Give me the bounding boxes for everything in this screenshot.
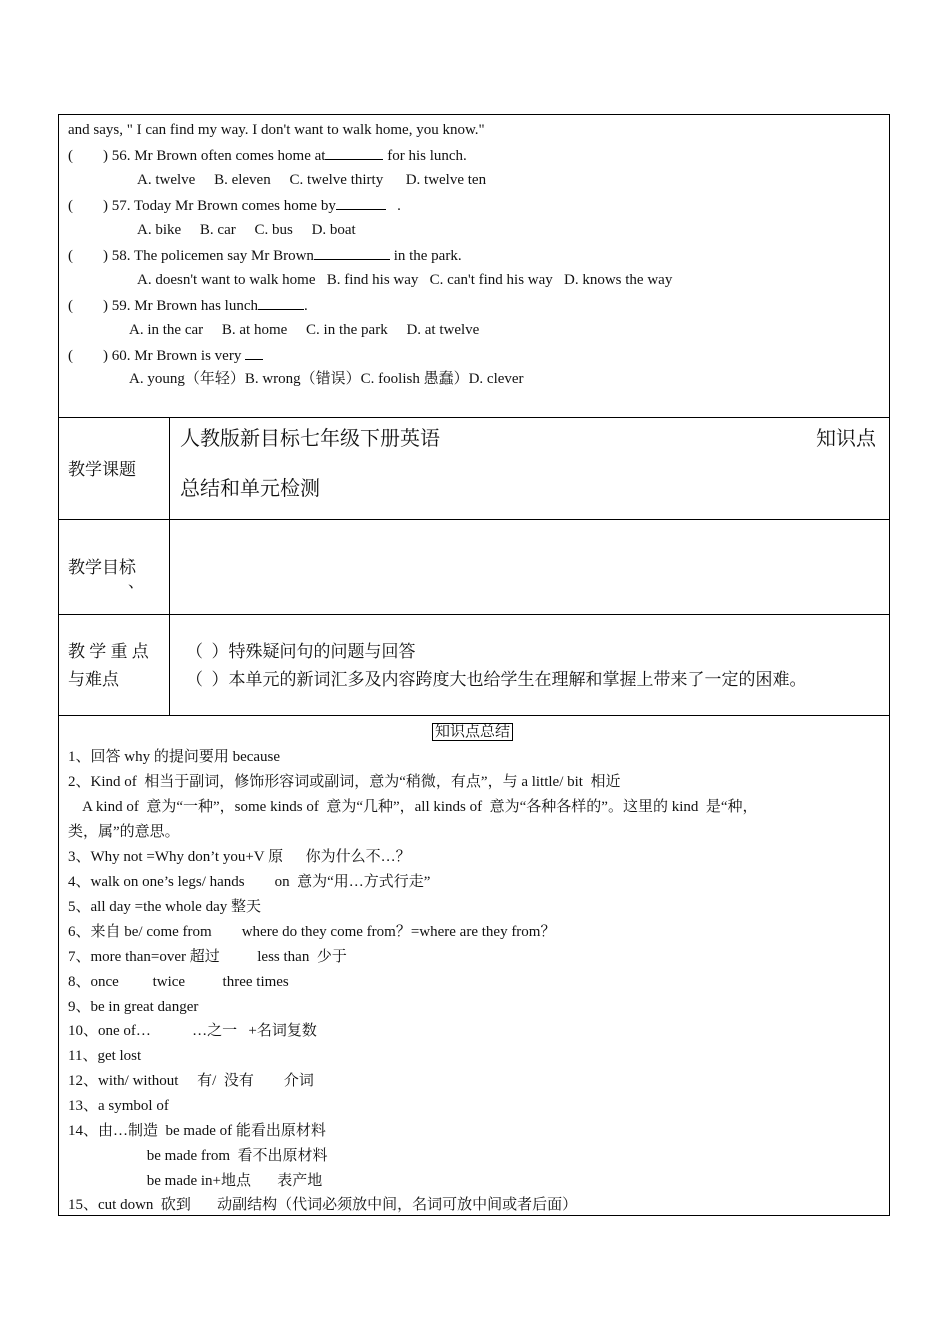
question-57: ( ) 57. Today Mr Brown comes home by . [68, 195, 401, 216]
focus-item: （ ）特殊疑问句的问题与回答 [186, 642, 416, 661]
summary-line: 15、cut down 砍到 动副结构（代词必须放中间，名词可放中间或者后面） [68, 1197, 578, 1213]
summary-heading: 知识点总结 [432, 722, 513, 742]
topic-title: 人教版新目标七年级下册英语 [180, 428, 440, 450]
question-59: ( ) 59. Mr Brown has lunch . [68, 295, 308, 316]
reading-intro: and says, " I can find my way. I don't want to walk home, you know." [68, 122, 485, 138]
answer-blank[interactable] [245, 345, 263, 360]
question-56-options: A. twelve B. eleven C. twelve thirty D. twelve ten [137, 172, 487, 188]
summary-line: 12、with/ without 有/ 没有 介词 [68, 1073, 314, 1089]
answer-blank[interactable] [314, 245, 390, 260]
column-divider [169, 417, 170, 715]
summary-line: 9、be in great danger [68, 999, 199, 1015]
summary-line: be made from 看不出原材料 [68, 1148, 328, 1164]
summary-line: 10、one of… …之一 +名词复数 [68, 1023, 317, 1039]
summary-line: A kind of 意为“一种”，some kinds of 意为“几种”，all kinds of 意为“各种各样的”。这里的 kind 是“种， [68, 799, 758, 815]
summary-line: 1、回答 why 的提问要用 because [68, 749, 281, 765]
summary-line: 11、get lost [68, 1048, 142, 1064]
row-divider [59, 614, 889, 615]
summary-line: 13、a symbol of [68, 1098, 169, 1114]
focus-label: 教 学 重 点 [68, 642, 149, 661]
answer-blank[interactable] [258, 295, 304, 310]
row-divider [59, 417, 889, 418]
summary-line: 5、all day =the whole day 整天 [68, 899, 262, 915]
summary-line: 4、walk on one’s legs/ hands on 意为“用…方式行走” [68, 874, 431, 890]
question-58: ( ) 58. The policemen say Mr Brown in the park. [68, 245, 462, 266]
focus-label-line2: 与难点 [68, 670, 119, 689]
question-60: ( ) 60. Mr Brown is very [68, 345, 263, 366]
answer-blank[interactable] [325, 145, 383, 160]
answer-blank[interactable] [336, 195, 386, 210]
question-60-options: A. young（年轻）B. wrong（错误）C. foolish 愚蠢）D. clever [129, 371, 524, 387]
summary-line: 7、more than=over 超过 less than 少于 [68, 949, 347, 965]
goal-mark: 、 [128, 574, 145, 591]
summary-line: 14、由…制造 be made of 能看出原材料 [68, 1123, 326, 1139]
topic-title-right: 知识点 [816, 428, 876, 450]
question-58-options: A. doesn't want to walk home B. find his way C. can't find his way D. knows the way [137, 272, 673, 288]
row-divider [59, 519, 889, 520]
goal-mark: 、 [128, 548, 145, 565]
goals-label: 教学目标 [68, 558, 136, 577]
summary-line: 3、Why not =Why don’t you+V 原 你为什么不…？ [68, 849, 411, 865]
topic-subtitle: 总结和单元检测 [180, 478, 320, 500]
question-56: ( ) 56. Mr Brown often comes home at for his lunch. [68, 145, 467, 166]
row-divider [59, 715, 889, 716]
question-57-options: A. bike B. car C. bus D. boat [137, 222, 356, 238]
topic-label: 教学课题 [68, 460, 136, 479]
summary-line: 类，属”的意思。 [68, 824, 180, 840]
summary-line: be made in+地点 表产地 [68, 1173, 323, 1189]
question-59-options: A. in the car B. at home C. in the park D. at twelve [129, 322, 480, 338]
summary-line: 2、Kind of 相当于副词，修饰形容词或副词，意为“稍微，有点”，与 a little/ bit 相近 [68, 774, 621, 790]
summary-line: 6、来自 be/ come from where do they come from？=where are they from？ [68, 924, 556, 940]
summary-line: 8、once twice three times [68, 974, 289, 990]
focus-item: （ ）本单元的新词汇多及内容跨度大也给学生在理解和掌握上带来了一定的困难。 [186, 670, 807, 689]
